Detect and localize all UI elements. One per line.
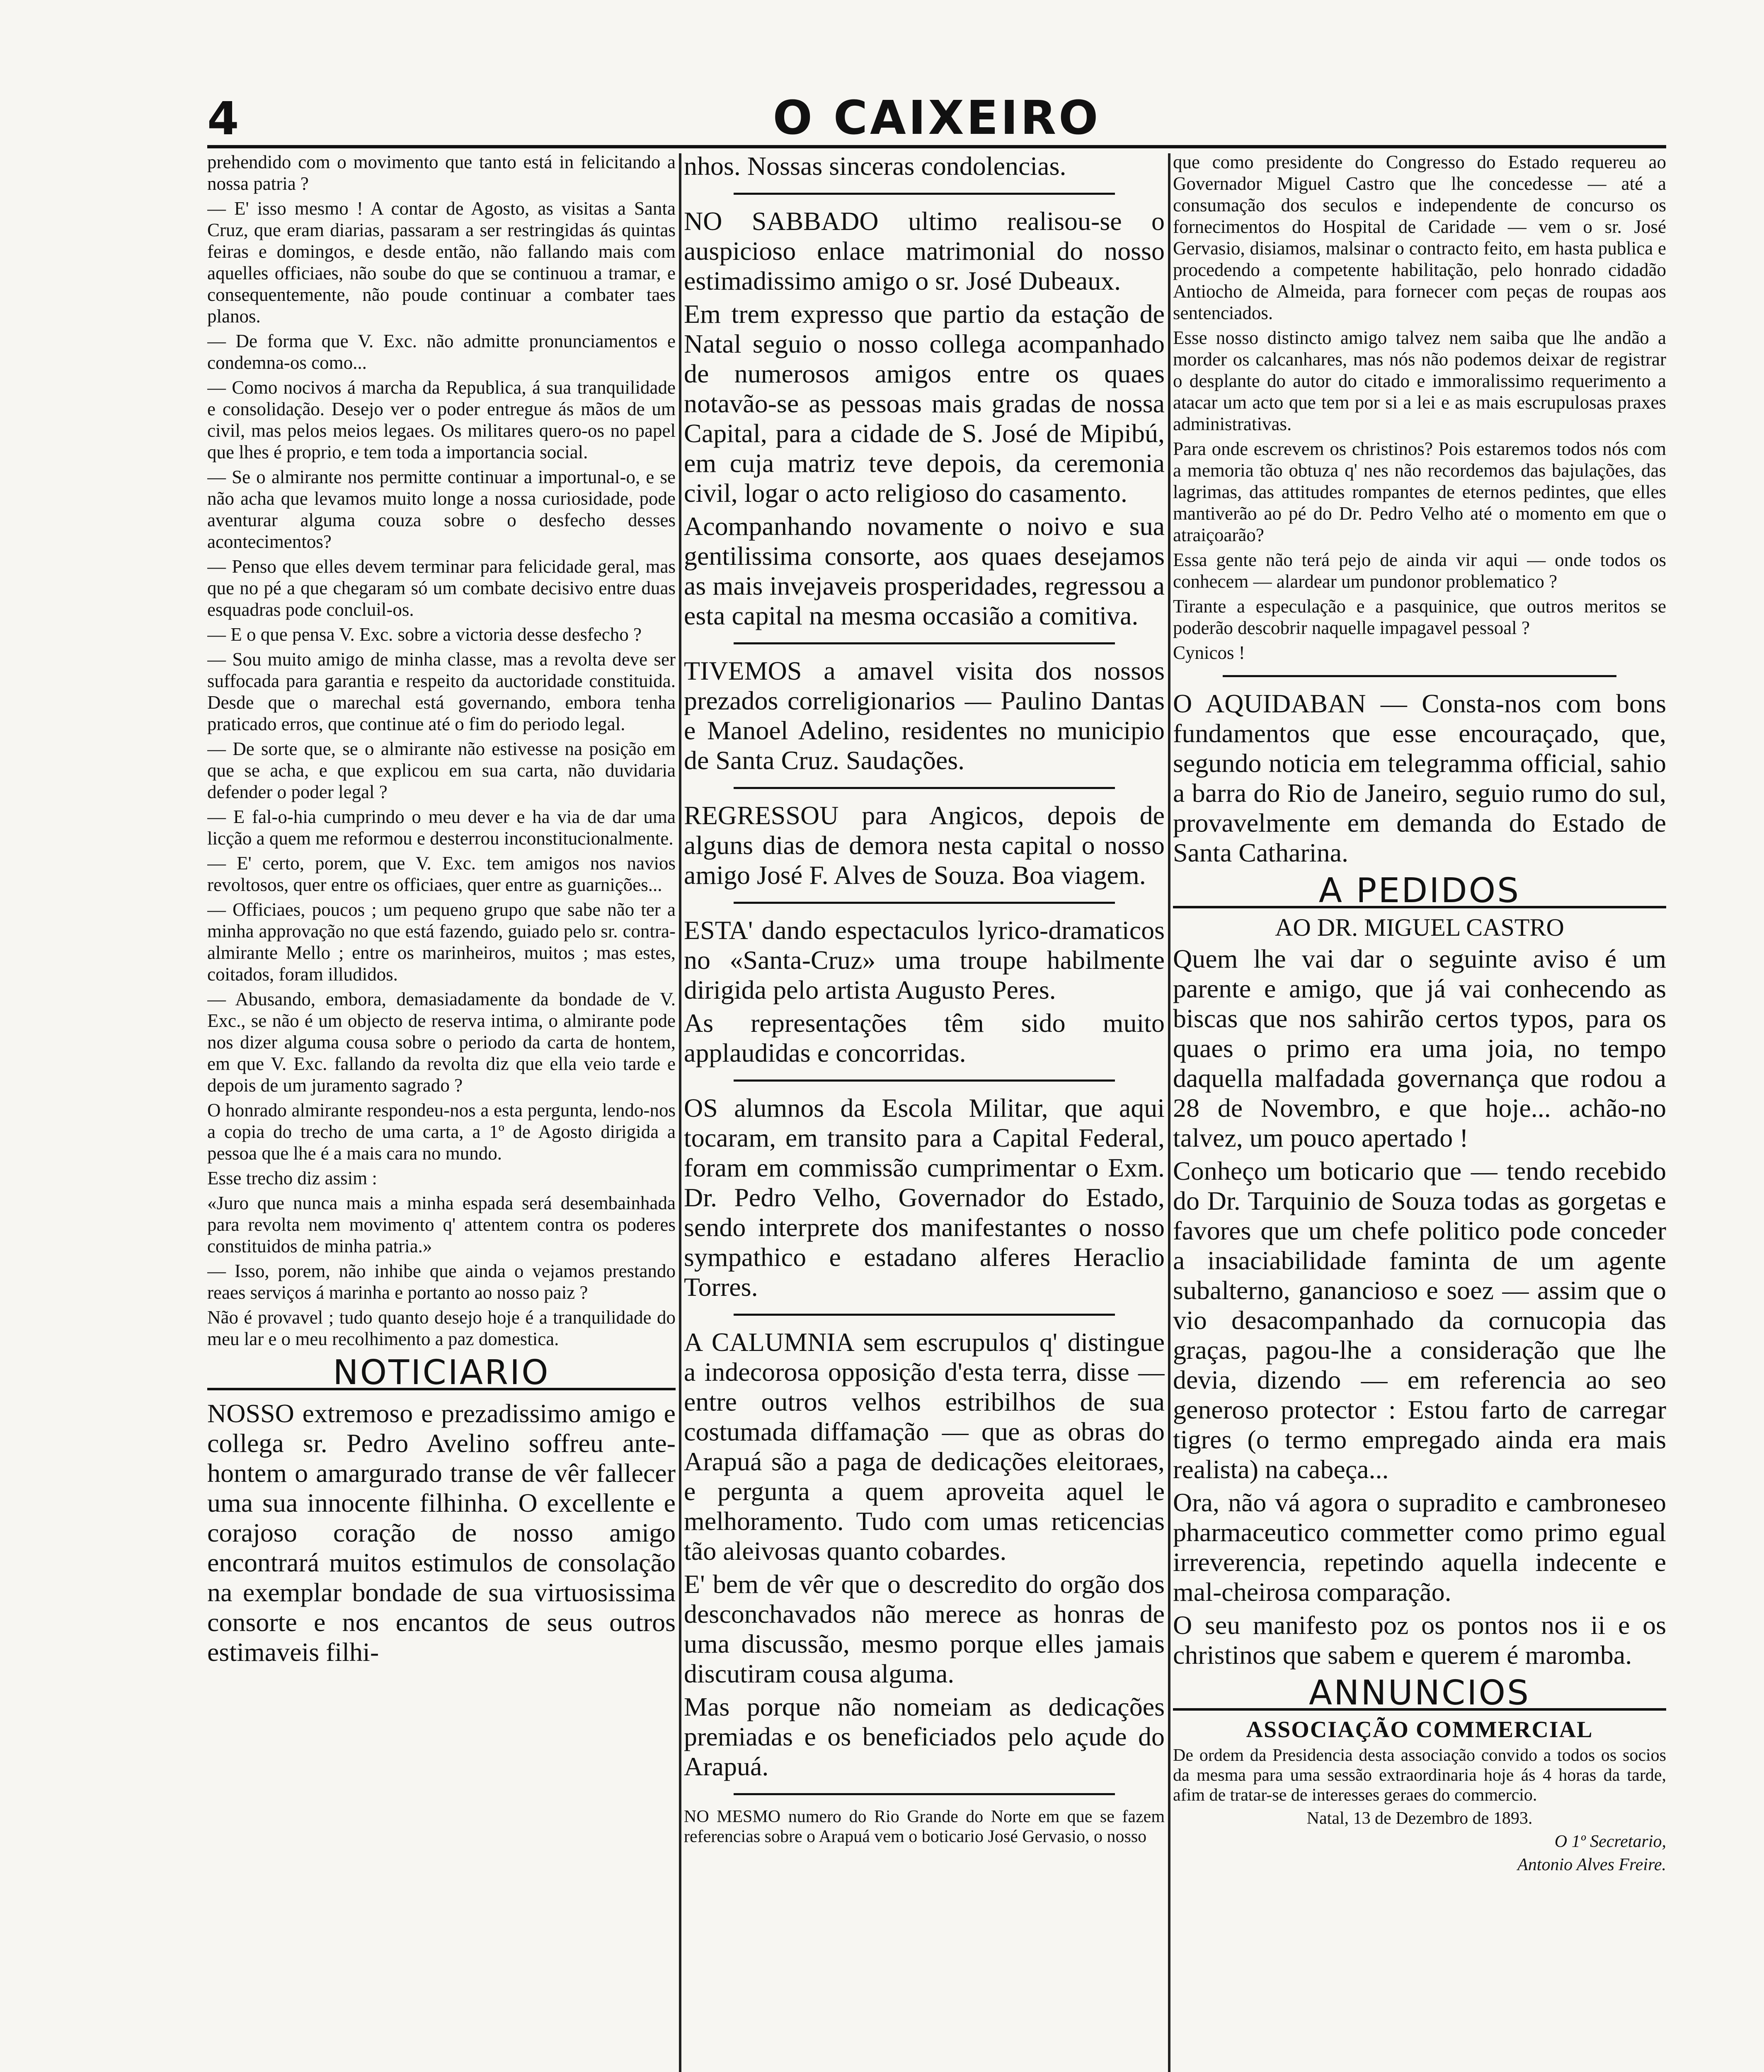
paragraph: Mas porque não nomeiam as dedicações premiadas e os beneficiados pelo açude do Arapuá. [684,1692,1165,1781]
separator-rule [734,787,1115,789]
ad-text: De ordem da Presidencia desta associação convido a todos os socios da mesma para uma sessão extraordinaria hoje ás 4 horas da tarde, afim de tratar-se de interesses geraes do commercio. [1173,1746,1666,1805]
paragraph: — Como nocivos á marcha da Republica, á sua tranquilidade e consolidação. Desejo ver o poder entregue ás mãos de um civil, mas pelos meios legaes. Os militares quero-os no papel que lhes é proprio, e tem toda a importancia social. [207,377,676,462]
paragraph: O seu manifesto poz os pontos nos ii e os christinos que sabem e querem é maromba. [1173,1610,1666,1670]
paragraph: Esse nosso distincto amigo talvez nem saiba que lhe andão a morder os calcanhares, mas nós não podemos deixar de registrar o desplante do autor do citado e immoralissimo requerimento a atacar um acto que tem por si a lei e as mais escrupulosas praxes administrativas. [1173,327,1666,434]
paragraph: Esse trecho diz assim : [207,1168,377,1188]
apedidos-subheading: AO DR. MIGUEL CASTRO [1275,914,1564,941]
paragraph: — E' certo, porem, que V. Exc. tem amigos nos navios revoltosos, quer entre os officiaes, quer entre as guarnições... [207,853,676,895]
column-middle [684,151,1165,2072]
column-left [207,151,676,2072]
section-heading-annuncios: ANNUNCIOS [1173,1682,1666,1711]
paragraph: — Penso que elles devem terminar para felicidade geral, mas que no pé a que chegaram só um combate decisivo entre duas esquadras pode concluil-os. [207,556,676,620]
paragraph: Não é provavel ; tudo quanto desejo hoje é a tranquilidade do meu lar e o meu recolhimento a paz domestica. [207,1307,676,1349]
paragraph: As representações têm sido muito applaudidas e concorridas. [684,1008,1165,1067]
paragraph: Acompanhando novamente o noivo e sua gentilissima consorte, aos quaes desejamos as mais invejaveis prosperidades, regressou a esta capital na mesma occasião a comitiva. [684,511,1165,630]
paragraph: Quem lhe vai dar o seguinte aviso é um parente e amigo, que já vai conhecendo as biscas que nos sahirão certos typos, para os quaes o primo era uma joia, no tempo daquella malfadada governança que rodou a 28 de Novembro, e que hoje... achão-no talvez, um pouco apertado ! [1173,944,1666,1152]
paragraph: que como presidente do Congresso do Estado requereu ao Governador Miguel Castro que lhe concedesse — até a consumação dos seculos e independente de concurso os fornecimentos do Hospital de Caridade — vem o sr. José Gervasio, disiamos, malsinar o contracto feito, em hasta publica e procedendo a competente habilitação, pelo honrado cidadão Antiocho de Almeida, para fornecer com peças de roupas aos sentenciados. [1173,152,1666,323]
section-heading-noticiario: NOTICIARIO [207,1362,676,1390]
header-rule [207,145,1666,148]
paragraph: «Juro que nunca mais a minha espada será desembainhada para revolta nem movimento q' attentem contra os poderes constituidos de minha patria.» [207,1193,676,1256]
ad-signature-title: O 1º Secretario, [1554,1832,1666,1851]
paragraph: Cynicos ! [1173,642,1245,663]
ad-signature-name: Antonio Alves Freire. [1517,1855,1666,1874]
paragraph: Essa gente não terá pejo de ainda vir aqui — onde todos os conhecem — alardear um pundonor problematico ? [1173,549,1666,592]
paragraph: Tirante a especulação e a pasquinice, que outros meritos se poderão descobrir naquelle impagavel pessoal ? [1173,596,1666,638]
column-divider [1168,153,1170,2072]
separator-rule [734,902,1115,904]
paragraph: — E fal-o-hia cumprindo o meu dever e ha via de dar uma licção a quem me reformou e desterrou inconstitucionalmente. [207,806,676,849]
paragraph: — De sorte que, se o almirante não estivesse na posição em que se acha, e que explicou em sua carta, não duvidaria defender o poder legal ? [207,738,676,802]
paragraph: ESTA' dando espectaculos lyrico-dramaticos no «Santa-Cruz» uma troupe habilmente dirigida pelo artista Augusto Peres. [684,915,1165,1005]
paragraph: — Se o almirante nos permitte continuar a importunal-o, e se não acha que levamos muito longe a nossa curiosidade, pode aventurar alguma couza sobre o desfecho desses acontecimentos? [207,467,676,552]
paragraph: — E' isso mesmo ! A contar de Agosto, as visitas a Santa Cruz, que eram diarias, passaram a ser restringidas ás quintas feiras e domingos, e desde então, não fallando mais com aquelles officiaes, não soube do que se continuou a tramar, e consequentemente, não poude continuar a combater taes planos. [207,198,676,327]
paragraph: REGRESSOU para Angicos, depois de alguns dias de demora nesta capital o nosso amigo José F. Alves de Souza. Boa viagem. [684,801,1165,890]
paragraph: — Sou muito amigo de minha classe, mas a revolta deve ser suffocada para garantia e respeito da auctoridade constituida. Desde que o marechal está governando, embora tenha praticado erros, que continue até o fim do periodo legal. [207,649,676,734]
paragraph: Ora, não vá agora o supradito e cambroneseo pharmaceutico commetter como primo egual irreverencia, repetindo aquella indecente e mal-cheirosa comparação. [1173,1488,1666,1607]
paragraph: TIVEMOS a amavel visita dos nossos prezados correligionarios — Paulino Dantas e Manoel Adelino, residentes no municipio de Santa Cruz. Saudações. [684,656,1165,775]
paragraph: — Isso, porem, não inhibe que ainda o vejamos prestando reaes serviços á marinha e portanto ao nosso paiz ? [207,1261,676,1303]
page-number: 4 [207,92,239,145]
separator-rule [734,642,1115,644]
paragraph: OS alumnos da Escola Militar, que aqui tocaram, em transito para a Capital Federal, foram em commissão cumprimentar o Exm. Dr. Pedro Velho, Governador do Estado, sendo interprete dos manifestantes o nosso sympathico e estadano alferes Heraclio Torres. [684,1093,1165,1302]
noticiario-body [207,1399,676,1667]
paragraph: O honrado almirante respondeu-nos a esta pergunta, lendo-nos a copia do trecho de uma carta, a 1º de Agosto dirigida a pessoa que lhe é a mais cara no mundo. [207,1100,676,1164]
footnote: NO MESMO numero do Rio Grande do Norte em que se fazem referencias sobre o Arapuá vem o boticario José Gervasio, o nosso [684,1807,1165,1846]
aquidaban-notice [1173,689,1666,868]
section-heading-apedidos: A PEDIDOS [1173,880,1666,908]
column-divider [679,153,681,2072]
paragraph: NOSSO extremoso e prezadissimo amigo e collega sr. Pedro Avelino soffreu ante-hontem o amargurado transe de vêr fallecer uma sua innocente filhinha. O excellente e corajoso coração de nosso amigo encontrará muitos estimulos de consolação na exemplar bondade de sua virtuosissima consorte e nos encantos de seus outros estimaveis filhi- [207,1399,676,1667]
separator-rule [1223,675,1616,677]
ad-date: Natal, 13 de Dezembro de 1893. [1306,1809,1533,1828]
paragraph: prehendido com o movimento que tanto está in felicitando a nossa patria ? [207,152,676,194]
newspaper-title: O CAIXEIRO [773,91,1101,145]
separator-rule [734,1793,1115,1795]
paragraph: — Officiaes, poucos ; um pequeno grupo que sabe não ter a minha approvação no que está fazendo, guiado pelo sr. contra-almirante Mello ; entre os marinheiros, muitos ; mas estes, coitados, foram illudidos. [207,899,676,985]
column-right [1173,151,1666,2072]
paragraph: — Abusando, embora, demasiadamente da bondade de V. Exc., se não é um objecto de reserva intima, o almirante pode nos dizer alguma cousa sobre o periodo da carta de hontem, em que V. Exc. fallando da revolta diz que ella veio tarde e depois de um juramento sagrado ? [207,989,676,1096]
separator-rule [734,1080,1115,1082]
apedidos-body [1173,944,1666,1670]
separator-rule [734,1314,1115,1316]
paragraph: nhos. Nossas sinceras condolencias. [684,151,1066,181]
paragraph: NO SABBADO ultimo realisou-se o auspicioso enlace matrimonial do nosso estimadissimo amigo o sr. José Dubeaux. [684,206,1165,295]
paragraph: E' bem de vêr que o descredito do orgão dos desconchavados não merece as honras de uma discussão, mesmo porque elles jamais discutiram cousa alguma. [684,1569,1165,1688]
paragraph: Conheço um boticario que — tendo recebido do Dr. Tarquinio de Souza todas as gorgetas e favores que um chefe politico pode conceder a insaciabilidade faminta de um agente subalterno, ganancioso e soez — assim que o vio desacompanhado da cornucopia das graças, pagou-lhe a consideração que lhe devia, dizendo — em referencia ao seo generoso protector : Estou farto de carregar tigres (o termo empregado ainda era mais realista) na cabeça... [1173,1156,1666,1484]
paragraph: Para onde escrevem os christinos? Pois estaremos todos nós com a memoria tão obtuza q' nes não recordemos das bajulações, das lagrimas, das attitudes rompantes de eternos pedintes, que elles mantiverão ao pé do Dr. Pedro Velho até o momento em que o atraiçoarão? [1173,438,1666,545]
paragraph: A CALUMNIA sem escrupulos q' distingue a indecorosa opposição d'esta terra, disse — entre outros velhos estribilhos de sua costumada diffamação — que as obras do Arapuá são a paga de dedicações eleitoraes, e pergunta a quem aproveita aquel le melhoramento. Tudo com umas reticencias tão aleivosas quanto cobardes. [684,1327,1165,1566]
paragraph: O AQUIDABAN — Consta-nos com bons fundamentos que esse encouraçado, que, segundo noticia em telegramma official, sahio a barra do Rio de Janeiro, seguio rumo do sul, provavelmente em demanda do Estado de Santa Catharina. [1173,689,1666,867]
separator-rule [734,193,1115,195]
paragraph: — De forma que V. Exc. não admitte pronunciamentos e condemna-os como... [207,331,676,373]
paragraph: Em trem expresso que partio da estação de Natal seguio o nosso collega acompanhado de numerosos amigos entre os quaes notavão-se as pessoas mais gradas de nossa Capital, para a cidade de S. José de Mipibú, em cuja matriz teve depois, da ceremonia civil, logar o acto religioso do casamento. [684,299,1165,508]
paragraph: — E o que pensa V. Exc. sobre a victoria desse desfecho ? [207,624,642,645]
ad-heading: ASSOCIAÇÃO COMMERCIAL [1246,1717,1593,1743]
masthead [207,87,1666,149]
